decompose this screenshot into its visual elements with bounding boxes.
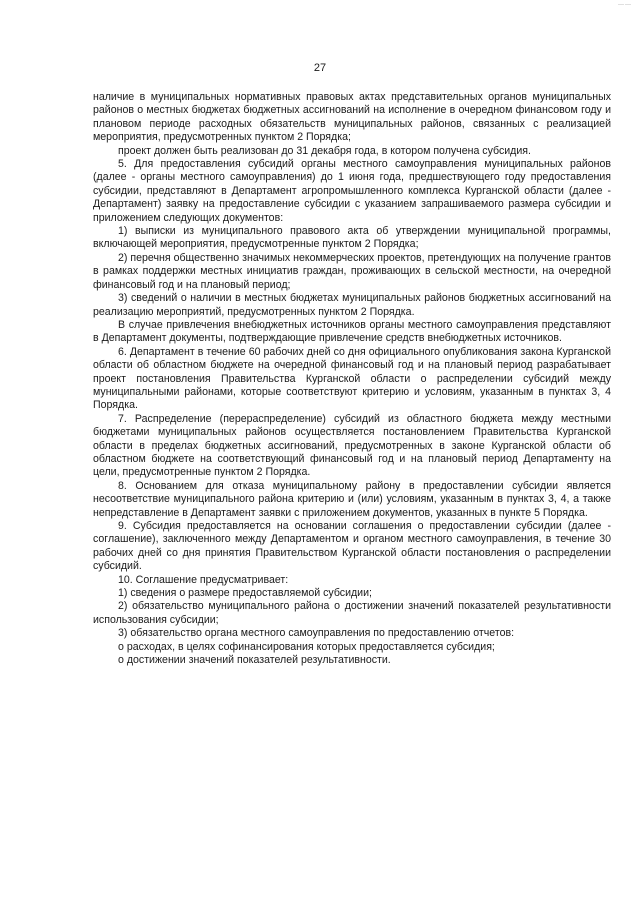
paragraph: проект должен быть реализован до 31 декабря года, в котором получена субсидия. — [118, 144, 531, 157]
paragraph: 7. Распределение (перераспределение) субсидий из областного бюджета между местными бюджетами муниципальных районов осуществляется постановлением Правительства Курганской области в пределах бюджетных ассигнований, предусмотренных в законе Курганской области об областном бюджете на соответствующий финансовый год и на плановый период Департаменту на цели, предусмотренные пунктом 2 Порядка. — [93, 412, 611, 479]
list-item: 3) сведений о наличии в местных бюджетах муниципальных районов бюджетных ассигнований на реализацию мероприятий, предусмотренных пунктом 2 Порядка. — [93, 292, 611, 318]
paragraph: В случае привлечения внебюджетных источников органы местного самоуправления представляют в Департамент документы, подтверждающие привлечение средств внебюджетных источников. — [93, 318, 611, 345]
paragraph: 8. Основанием для отказа муниципальному району в предоставлении субсидии является несоответствие муниципального района критерию и (или) условиям, указанным в пунктах 3, 4, а также непредставление в Департамент заявки с приложением документов, указанных в пункте 5 Порядка. — [93, 479, 611, 519]
list-item: о расходах, в целях софинансирования которых предоставляется субсидия; — [118, 640, 495, 653]
list-item: о достижении значений показателей результативности. — [118, 654, 391, 667]
document-body — [93, 91, 611, 667]
paragraph: наличие в муниципальных нормативных правовых актах представительных органов муниципальных районов о местных бюджетах бюджетных ассигнований на исполнение в очередном финансовом году и плановом периоде расходных обязательств муниципальных районов, связанных с реализацией мероприятия, предусмотренных пунктом 2 Порядка; — [93, 91, 611, 144]
paragraph: 9. Субсидия предоставляется на основании соглашения о предоставлении субсидии (далее - соглашение), заключенного между Департаментом и органом местного самоуправления, в течение 30 рабочих дней со дня принятия Правительством Курганской области постановления о распределении субсидий. — [93, 520, 611, 573]
list-item: 2) обязательство муниципального района о достижении значений показателей результативности использования субсидии; — [93, 600, 611, 626]
paragraph: 5. Для предоставления субсидий органы местного самоуправления муниципальных районов (далее - органы местного самоуправления) до 1 июня года, предшествующего году предоставления субсидии, представляют в Департамент агропромышленного комплекса Курганской области (далее - Департамент) заявку на предоставление субсидии с указанием запрашиваемого размера субсидии и приложением следующих документов: — [93, 158, 611, 224]
page-number: 27 — [313, 62, 327, 74]
list-item: 1) выписки из муниципального правового акта об утверждении муниципальной программы, включающей мероприятия, предусмотренные пунктом 2 Порядка; — [93, 225, 611, 251]
paragraph: 6. Департамент в течение 60 рабочих дней со дня официального опубликования закона Курганской области об областном бюджете на очередной финансовый год и на плановый период разрабатывает проект постановления Правительства Курганской области о распределении субсидий между муниципальными районами, которые соответствуют критерию и условиям, указанным в пунктах 3, 4 Порядка. — [93, 345, 611, 412]
paragraph: 10. Соглашение предусматривает: — [118, 573, 289, 586]
list-item: 1) сведения о размере предоставляемой субсидии; — [118, 587, 372, 600]
corner-mark: —— — [618, 2, 632, 8]
list-item: 2) перечня общественно значимых некоммерческих проектов, претендующих на получение грантов в рамках поддержки местных инициатив граждан, проживающих в сельской местности, на очередной финансовый год и на плановый период; — [93, 251, 611, 291]
list-item: 3) обязательство органа местного самоуправления по предоставлению отчетов: — [118, 627, 515, 640]
